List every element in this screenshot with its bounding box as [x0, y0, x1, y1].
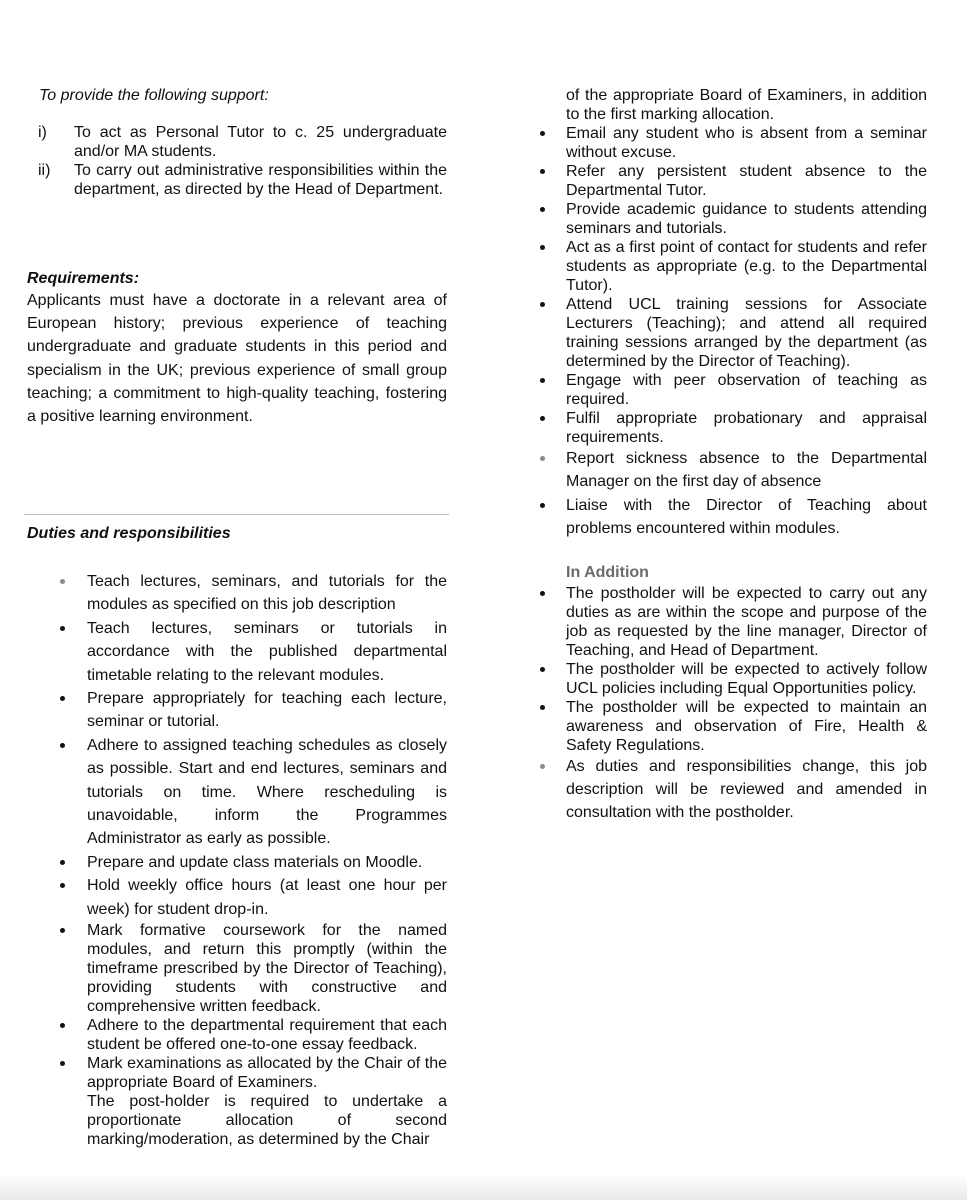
- list-item-text: Prepare appropriately for teaching each lecture, seminar or tutorial.: [87, 690, 447, 731]
- list-item-text: Prepare and update class materials on Moodle.: [87, 853, 423, 871]
- list-item: [57, 734, 447, 851]
- list-item: [537, 755, 927, 825]
- list-item-text: The postholder will be expected to actively follow UCL policies including Equal Opportunities policy.: [566, 660, 927, 697]
- list-item-text: Adhere to the departmental requirement that each student be offered one-to-one essay feedback.: [87, 1017, 447, 1054]
- list-number: i): [38, 124, 47, 141]
- list-item: [537, 660, 927, 698]
- list-item: [57, 1016, 447, 1054]
- list-item: [537, 200, 927, 238]
- requirements-text: Applicants must have a doctorate in a relevant area of European history; previous experience of teaching undergraduate and graduate students in this period and specialism in the UK; previous experience of small group teaching; a commitment to high-quality teaching, fostering a positive learning environment.: [27, 292, 447, 426]
- list-item: [537, 494, 927, 541]
- duties-heading: Duties and responsibilities: [27, 525, 231, 542]
- list-item: [27, 123, 447, 161]
- list-item-text: To act as Personal Tutor to c. 25 undergraduate and/or MA students.: [74, 124, 447, 160]
- list-item: [537, 371, 927, 409]
- list-item-text: Liaise with the Director of Teaching about problems encountered within modules.: [566, 496, 927, 538]
- list-item: [537, 698, 927, 755]
- list-item-text: Report sickness absence to the Departmental Manager on the first day of absence: [566, 450, 927, 491]
- list-item: [57, 921, 447, 1016]
- list-item-text: Adhere to assigned teaching schedules as closely as possible. Start and end lectures, seminars and tutorials on time. Where rescheduling is unavoidable, inform the Programmes Administrator as early as possible.: [87, 736, 447, 848]
- list-item: [57, 617, 447, 687]
- list-item-text: Act as a first point of contact for students and refer students as appropriate (e.g. to the Departmental Tutor).: [566, 239, 927, 294]
- list-item: [57, 874, 447, 921]
- list-item-text: Email any student who is absent from a seminar without excuse.: [566, 125, 927, 161]
- list-item-text: Teach lectures, seminars, and tutorials for the modules as specified on this job description: [87, 573, 447, 614]
- list-item: [537, 162, 927, 200]
- list-item-text: The postholder will be expected to carry out any duties as are within the scope and purpose of the job as requested by the line manager, Director of Teaching, and Head of Department.: [566, 584, 927, 659]
- left-column: [27, 86, 447, 428]
- list-item: [537, 295, 927, 371]
- list-item-text: Engage with peer observation of teaching as required.: [566, 372, 927, 408]
- list-item-text: Attend UCL training sessions for Associate Lecturers (Teaching); and attend all required training sessions arranged by the department (as determined by the Director of Teaching).: [566, 296, 927, 370]
- support-list: [27, 123, 447, 199]
- support-heading: To provide the following support:: [39, 87, 269, 104]
- list-item-text: The postholder will be expected to maintain an awareness and observation of Fire, Health & Safety Regulations.: [566, 698, 927, 754]
- list-item-text: Provide academic guidance to students attending seminars and tutorials.: [566, 201, 927, 237]
- duties-bullets: [57, 570, 447, 1092]
- marking-note-continued: of the appropriate Board of Examiners, in addition to the first marking allocation.: [566, 87, 927, 123]
- list-item: [537, 409, 927, 447]
- list-item-text: Mark examinations as allocated by the Chair of the appropriate Board of Examiners.: [87, 1055, 447, 1092]
- list-item-text: As duties and responsibilities change, this job description will be reviewed and amended in consultation with the postholder.: [566, 757, 927, 822]
- list-item: [57, 570, 447, 617]
- list-item-text: Teach lectures, seminars or tutorials in accordance with the published departmental timetable relating to the relevant modules.: [87, 619, 447, 684]
- duties-bullets-right: [537, 124, 927, 541]
- list-item-text: Hold weekly office hours (at least one hour per week) for student drop-in.: [87, 877, 447, 918]
- list-item: [27, 161, 447, 199]
- requirements-heading: Requirements:: [27, 270, 140, 287]
- list-item: [57, 687, 447, 734]
- list-item: [537, 447, 927, 494]
- list-item: [537, 124, 927, 162]
- list-item-text: Mark formative coursework for the named modules, and return this promptly (within the timeframe prescribed by the Director of Teaching), providing students with constructive and comprehensive written feedback.: [87, 922, 447, 1016]
- list-item-text: Fulfil appropriate probationary and appraisal requirements.: [566, 410, 927, 446]
- marking-note: The post-holder is required to undertake a proportionate allocation of second marking/moderation, as determined by the Chair: [87, 1093, 447, 1149]
- list-item-text: To carry out administrative responsibilities within the department, as directed by the Head of Department.: [74, 162, 447, 198]
- in-addition-heading: In Addition: [566, 563, 649, 581]
- page-edge-shadow: [0, 1174, 967, 1200]
- right-column: [537, 86, 927, 825]
- in-addition-bullets: [537, 584, 927, 825]
- list-item: [537, 238, 927, 295]
- list-item: [57, 1054, 447, 1092]
- duties-list-left: [57, 570, 447, 1149]
- list-item: [537, 584, 927, 660]
- list-number: ii): [38, 162, 51, 179]
- list-item-text: Refer any persistent student absence to the Departmental Tutor.: [566, 163, 927, 199]
- list-item: [57, 851, 447, 874]
- section-divider: [24, 514, 449, 515]
